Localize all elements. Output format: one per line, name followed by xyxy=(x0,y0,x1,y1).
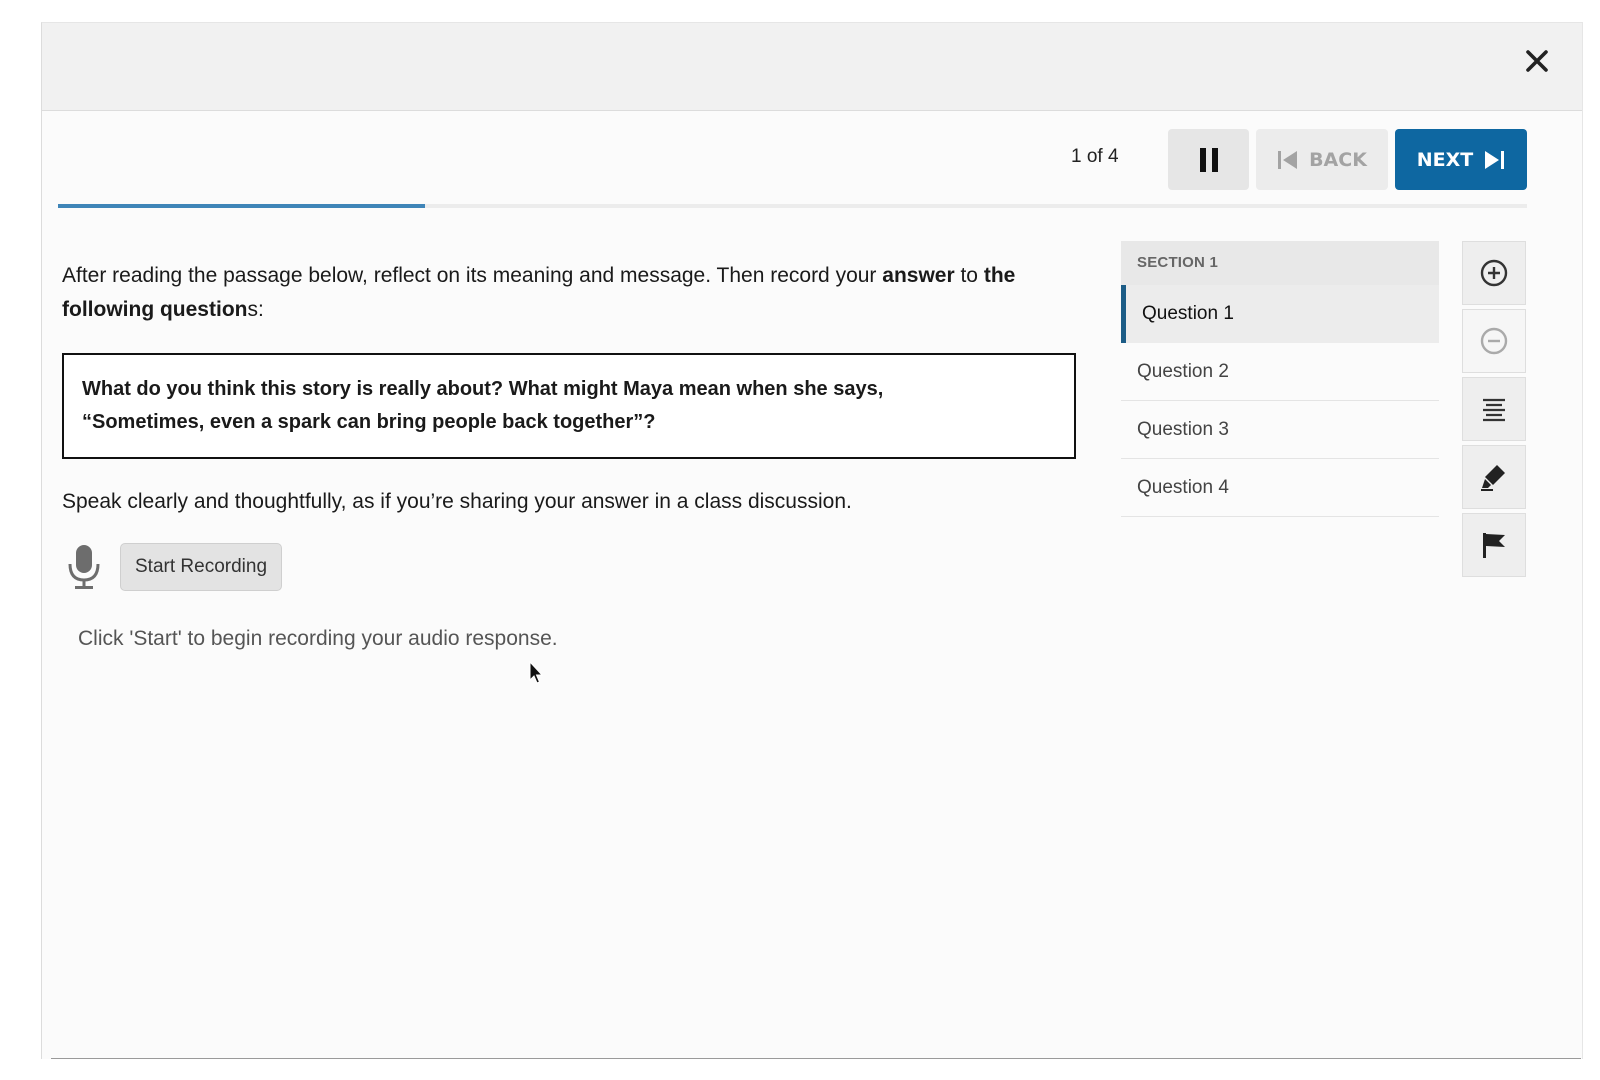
pause-icon xyxy=(1198,147,1220,173)
mouse-cursor-icon xyxy=(529,661,543,685)
zoom-in-button[interactable] xyxy=(1462,241,1526,305)
question-content xyxy=(62,259,1080,651)
prompt-part: the following question xyxy=(62,264,1016,321)
recording-hint: Click 'Start' to begin recording your audio response. xyxy=(78,627,558,650)
highlighter-button[interactable] xyxy=(1462,445,1526,509)
question-line-1: What do you think this story is really about? What might Maya mean when she says, xyxy=(82,378,884,400)
question-box xyxy=(62,353,1076,459)
skip-back-icon xyxy=(1277,149,1299,171)
prompt-part: s: xyxy=(247,298,264,321)
zoom-out-icon xyxy=(1479,326,1509,356)
microphone-icon xyxy=(66,544,102,590)
prompt-part: to xyxy=(954,264,984,287)
prompt-text xyxy=(62,259,1080,327)
close-icon xyxy=(1525,49,1549,73)
progress-fill xyxy=(58,204,425,208)
close-button[interactable] xyxy=(1520,44,1554,78)
back-label: BACK xyxy=(1309,148,1367,171)
prompt-part: answer xyxy=(882,264,955,287)
question-line-2: “Sometimes, even a spark can bring people back together”? xyxy=(82,411,656,433)
test-window xyxy=(41,22,1583,1059)
zoom-in-icon xyxy=(1479,258,1509,288)
next-button[interactable] xyxy=(1395,129,1527,190)
line-reader-icon xyxy=(1479,394,1509,424)
back-button[interactable] xyxy=(1256,129,1388,190)
line-reader-button[interactable] xyxy=(1462,377,1526,441)
question-nav-item-3[interactable]: Question 3 xyxy=(1121,401,1439,459)
start-recording-button[interactable]: Start Recording xyxy=(120,543,282,591)
flag-icon xyxy=(1479,530,1509,560)
flag-button[interactable] xyxy=(1462,513,1526,577)
progress-bar xyxy=(58,204,1527,208)
question-nav-item-4[interactable]: Question 4 xyxy=(1121,459,1439,517)
section-navigator xyxy=(1121,241,1439,517)
question-nav-item-1[interactable]: Question 1 xyxy=(1121,285,1439,343)
next-label: NEXT xyxy=(1416,148,1474,171)
bottom-border xyxy=(51,1058,1581,1059)
prompt-part: After reading the passage below, reflect on its meaning and message. Then record your xyxy=(62,264,883,287)
zoom-out-button[interactable] xyxy=(1462,309,1526,373)
pause-button[interactable] xyxy=(1168,129,1249,190)
title-bar xyxy=(42,23,1582,111)
question-nav-item-2[interactable]: Question 2 xyxy=(1121,343,1439,401)
highlighter-icon xyxy=(1479,462,1509,492)
recorder xyxy=(62,543,1080,591)
skip-forward-icon xyxy=(1483,149,1505,171)
question-counter: 1 of 4 xyxy=(1071,146,1119,167)
section-title: SECTION 1 xyxy=(1121,241,1439,285)
tool-panel xyxy=(1462,241,1526,581)
instruction-text: Speak clearly and thoughtfully, as if you’re sharing your answer in a class discussion. xyxy=(62,490,852,513)
